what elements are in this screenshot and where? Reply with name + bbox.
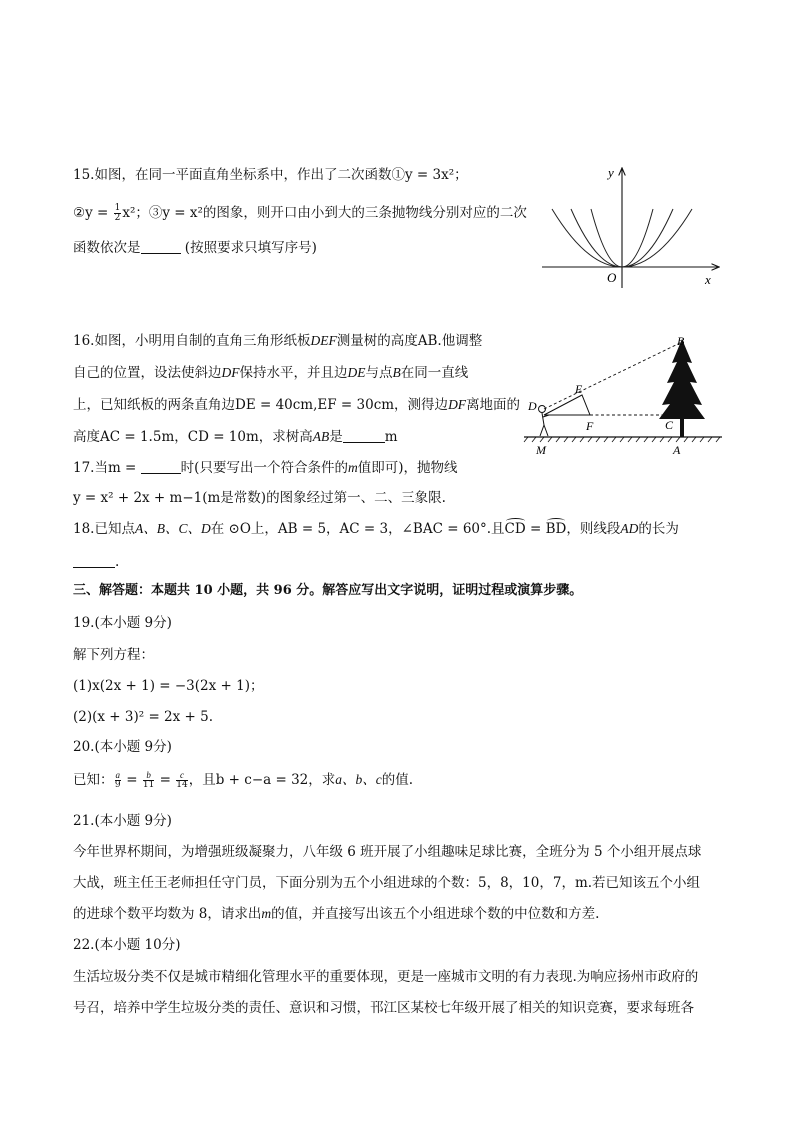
origin-label: O bbox=[607, 270, 617, 285]
answer-blank bbox=[141, 459, 181, 474]
q16-line4: 高度AC = 1.5m，CD = 10m，求树高AB是 m bbox=[73, 429, 398, 445]
label-a: A bbox=[673, 443, 681, 457]
q17-line2: y = x² + 2x + m−1(m是常数)的图象经过第一、二、三象限. bbox=[73, 490, 446, 506]
q17-line1: 17.当m = 时(只要写出一个符合条件的m值即可)，抛物线 bbox=[73, 460, 458, 476]
arc-bd: BD bbox=[546, 520, 567, 538]
label-e: E bbox=[575, 382, 583, 396]
q19-intro: 解下列方程： bbox=[73, 647, 154, 663]
q15-line2: ②y = $\frac{1}{2}$ x²；③y = x²的图象，则开口由小到大的三条抛物线分别对应的二次 bbox=[73, 203, 527, 223]
q16-line1: 16.如图，小明用自制的直角三角形纸板DEF测量树的高度AB.他调整 bbox=[73, 333, 483, 349]
q15-line3: 函数依次是 (按照要求只填写序号) bbox=[73, 240, 317, 256]
parabola-graph bbox=[538, 163, 723, 291]
q15-line1: 15.如图，在同一平面直角坐标系中，作出了二次函数①y = 3x²； bbox=[73, 167, 468, 183]
q21-line3: 的进球个数平均数为 8，请求出m的值，并直接写出该五个小组进球个数的中位数和方差. bbox=[73, 906, 600, 922]
label-f: F bbox=[586, 419, 594, 433]
q22-title: 22.(本小题 10分) bbox=[73, 937, 181, 953]
q18-line1: 18.已知点A、B、C、D在 ⊙O上，AB = 5，AC = 3，∠BAC = 60°.且 CD = BD，则线段AD的长为 bbox=[73, 520, 679, 538]
answer-blank bbox=[141, 239, 181, 254]
q18-line2: . bbox=[73, 553, 119, 571]
arc-cd: CD bbox=[505, 520, 526, 538]
label-m: M bbox=[536, 443, 546, 457]
fraction-b-11: $\frac{b}{11}$ bbox=[142, 770, 155, 790]
q19-eq1: (1)x(2x + 1) = −3(2x + 1)； bbox=[73, 678, 264, 694]
q20-body: 已知： $\frac{a}{9}$ = $\frac{b}{11}$ = $\frac{c}{14}$ ，且b + c−a = 32，求a、b、c的值. bbox=[73, 770, 414, 790]
fraction-a-9: $\frac{a}{9}$ bbox=[114, 770, 121, 790]
person-icon bbox=[539, 406, 550, 437]
section-3-heading: 三、解答题：本题共 10 小题，共 96 分。解答应写出文字说明，证明过程或演算步骤。 bbox=[73, 583, 583, 598]
triangle-def bbox=[544, 395, 590, 415]
q19-eq2: (2)(x + 3)² = 2x + 5. bbox=[73, 709, 214, 725]
label-b: B bbox=[677, 334, 685, 348]
answer-blank bbox=[73, 553, 115, 568]
q21-line2: 大战，班主任王老师担任守门员，下面分别为五个小组进球的个数：5，8，10，7，m.若已知该五个小组 bbox=[73, 875, 701, 891]
label-c: C bbox=[665, 418, 674, 432]
q20-title: 20.(本小题 9分) bbox=[73, 739, 172, 755]
y-axis-label: y bbox=[608, 165, 614, 180]
q21-title: 21.(本小题 9分) bbox=[73, 813, 172, 829]
sight-line-db bbox=[544, 342, 682, 409]
label-d: D bbox=[528, 399, 537, 413]
q22-line2: 号召，培养中学生垃圾分类的责任、意识和习惯，邗江区某校七年级开展了相关的知识竞赛，要求每班各 bbox=[73, 1000, 694, 1016]
tree-measurement-figure bbox=[522, 333, 727, 459]
q16-line2: 自己的位置，设法使斜边DF保持水平，并且边DE与点B在同一直线 bbox=[73, 365, 469, 381]
ground-hatching bbox=[524, 437, 720, 442]
q21-line1: 今年世界杯期间，为增强班级凝聚力，八年级 6 班开展了小组趣味足球比赛，全班分为 5 个小组开展点球 bbox=[73, 844, 702, 860]
fraction-c-14: $\frac{c}{14}$ bbox=[176, 770, 188, 790]
q22-line1: 生活垃圾分类不仅是城市精细化管理水平的重要体现，更是一座城市文明的有力表现.为响应扬州市政府的 bbox=[73, 969, 699, 985]
answer-blank bbox=[343, 428, 385, 443]
x-axis-label: x bbox=[705, 272, 711, 287]
fraction-one-half: $\frac{1}{2}$ bbox=[114, 203, 121, 223]
q19-title: 19.(本小题 9分) bbox=[73, 615, 172, 631]
q16-line3: 上，已知纸板的两条直角边DE = 40cm,EF = 30cm，测得边DF离地面的 bbox=[73, 397, 521, 413]
